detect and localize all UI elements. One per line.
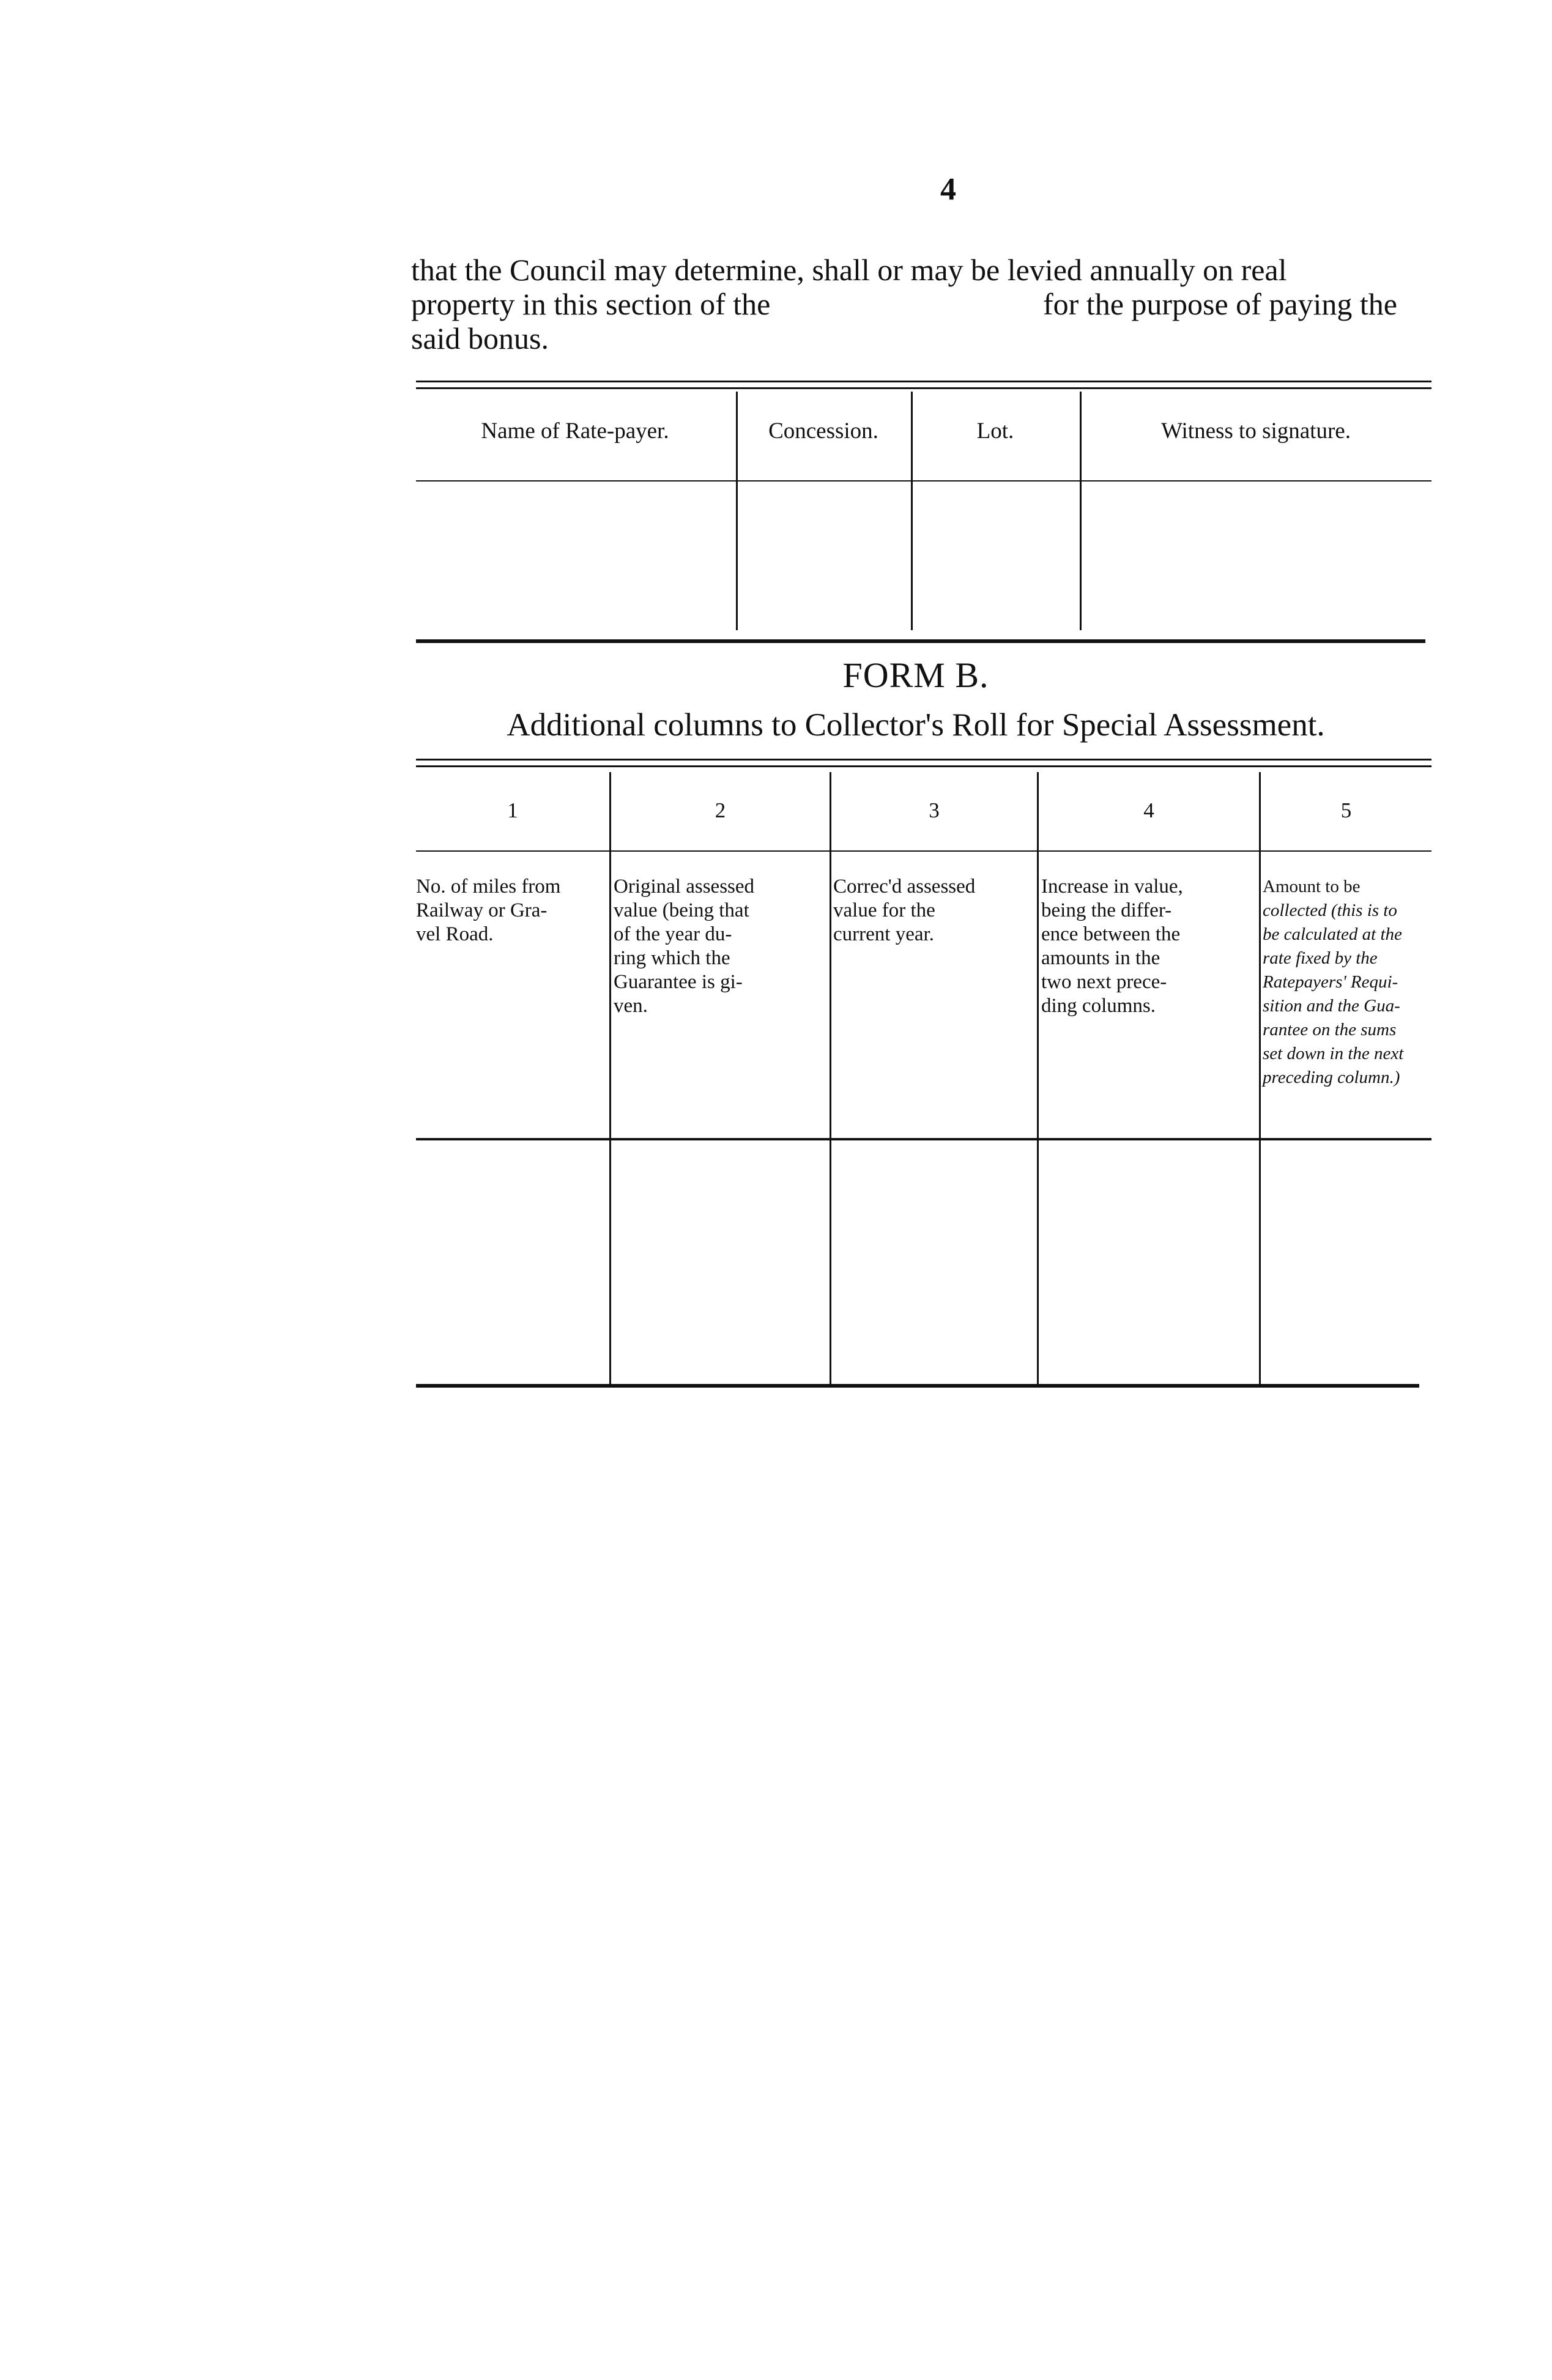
col-4-line: ence between the <box>1041 923 1181 945</box>
form-b-divider-2 <box>830 772 831 1387</box>
col-2-line: Original assessed <box>614 876 755 898</box>
header-witness-to-signature: Witness to signature. <box>1161 418 1351 444</box>
form-b-number-rule <box>416 850 1431 852</box>
column-number-2: 2 <box>715 798 726 822</box>
column-number-4: 4 <box>1143 798 1154 822</box>
table-a-top-rule-1 <box>416 381 1431 382</box>
form-b-title: FORM B. <box>842 655 989 695</box>
col-5-line: Ratepayers' Requi- <box>1263 972 1398 992</box>
col-2-line: ring which the <box>614 947 730 969</box>
form-b-subtitle: Additional columns to Collector's Roll for Special Assessment. <box>507 707 1325 743</box>
column-number-5: 5 <box>1340 798 1352 822</box>
col-4-line: two next prece- <box>1041 971 1167 993</box>
form-b-top-rule-2 <box>416 765 1431 767</box>
column-2-description <box>614 875 828 1018</box>
col-5-line: rate fixed by the <box>1263 948 1378 968</box>
col-1-line: vel Road. <box>416 923 494 945</box>
column-1-description <box>416 875 607 946</box>
col-5-line: sition and the Gua- <box>1263 996 1400 1016</box>
column-number-3: 3 <box>929 798 940 822</box>
col-5-line: Amount to be <box>1263 877 1361 896</box>
table-a-divider-2 <box>911 392 913 630</box>
table-a-divider-3 <box>1080 392 1082 630</box>
table-a-top-rule-2 <box>416 387 1431 389</box>
col-2-line: Guarantee is gi- <box>614 971 743 993</box>
header-concession: Concession. <box>768 418 878 444</box>
col-3-line: current year. <box>833 923 934 945</box>
column-4-description <box>1041 875 1257 1018</box>
column-3-description <box>833 875 1035 946</box>
col-5-line: preceding column.) <box>1263 1068 1400 1087</box>
col-5-line: rantee on the sums <box>1263 1020 1397 1039</box>
col-4-line: ding columns. <box>1041 995 1156 1017</box>
column-5-description <box>1263 875 1431 1090</box>
col-3-line: value for the <box>833 899 935 921</box>
form-b-divider-4 <box>1259 772 1261 1387</box>
col-2-line: value (being that <box>614 899 749 921</box>
col-2-line: of the year du- <box>614 923 732 945</box>
col-5-line: collected (this is to <box>1263 901 1397 920</box>
col-2-line: ven. <box>614 995 648 1017</box>
form-b-divider-1 <box>609 772 611 1387</box>
form-b-description-rule <box>416 1138 1431 1140</box>
form-b-top-rule-1 <box>416 759 1431 760</box>
col-4-line: being the differ- <box>1041 899 1172 921</box>
form-b-bottom-rule <box>416 1384 1419 1388</box>
form-b-divider-3 <box>1037 772 1039 1387</box>
col-1-line: Railway or Gra- <box>416 899 548 921</box>
col-4-line: amounts in the <box>1041 947 1160 969</box>
table-a-bottom-rule <box>416 639 1425 643</box>
col-3-line: Correc'd assessed <box>833 876 976 898</box>
intro-line-1: that the Council may determine, shall or may be levied annually on real <box>411 253 1287 287</box>
col-1-line: No. of miles from <box>416 876 561 898</box>
table-a-divider-1 <box>736 392 738 630</box>
header-lot: Lot. <box>976 418 1014 444</box>
column-number-1: 1 <box>507 798 518 822</box>
col-5-line: be calculated at the <box>1263 924 1402 944</box>
col-5-line: set down in the next <box>1263 1044 1404 1063</box>
col-4-line: Increase in value, <box>1041 876 1183 898</box>
intro-line-2a: property in this section of the <box>411 287 771 321</box>
page-number: 4 <box>940 172 956 207</box>
header-name-of-ratepayer: Name of Rate-payer. <box>481 418 669 444</box>
intro-line-3: said bonus. <box>411 321 549 355</box>
table-a-header-rule <box>416 480 1431 482</box>
intro-line-2b: for the purpose of paying the <box>1043 287 1398 321</box>
